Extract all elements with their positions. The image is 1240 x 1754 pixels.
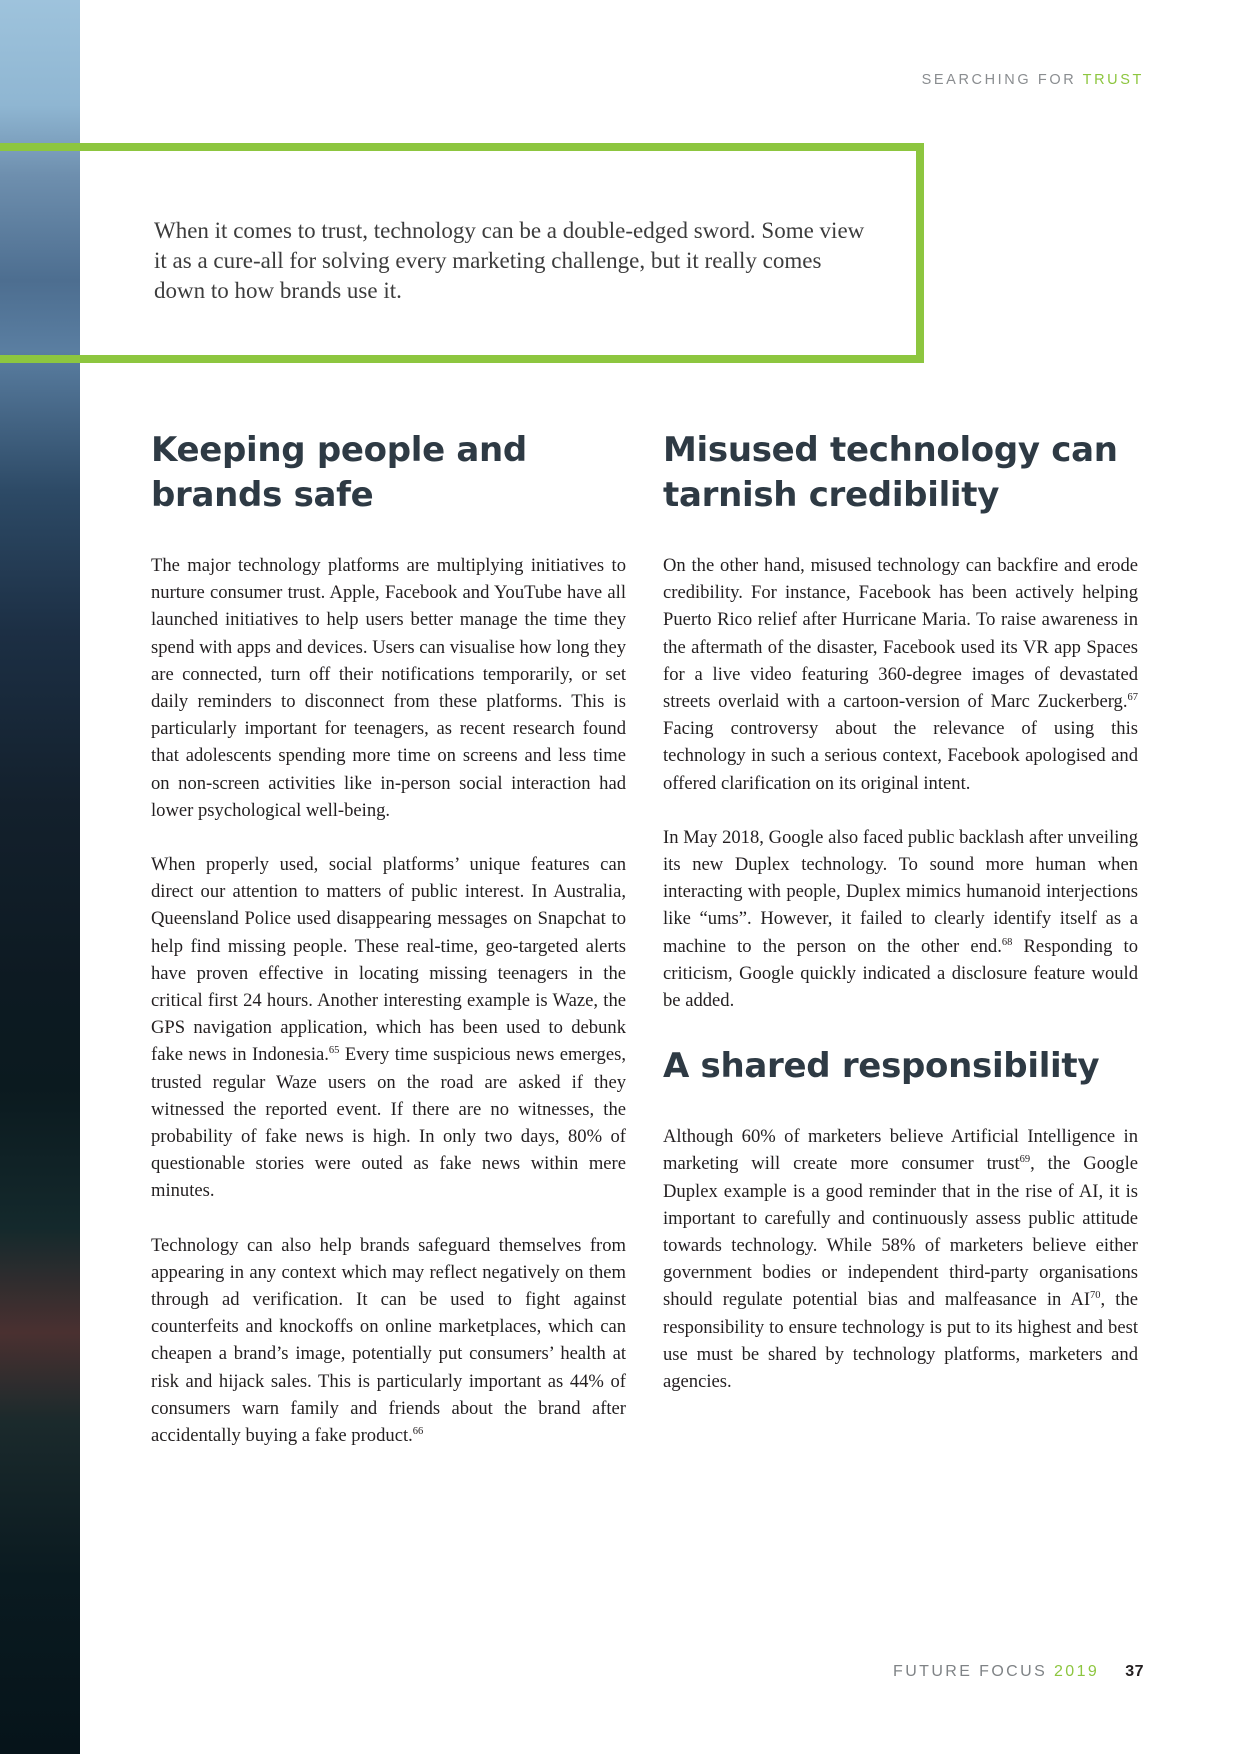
page-number: 37	[1125, 1663, 1144, 1680]
left-paragraph-2-part-b: Every time suspicious news emerges, trusted regular Waze users on the road are asked if they witnessed the reported event. If there are no witnesses, the probability of fake news is high. In only two days, 80% of questionable stories were outed as fake news within mere minutes.	[151, 1044, 626, 1202]
heading-keeping-people-safe: Keeping people and brands safe	[151, 430, 527, 515]
footnote-ref-67: 67	[1127, 692, 1138, 704]
right-paragraph-2-part-a: In May 2018, Google also faced public backlash after unveiling its new Duplex technology. To sound more human when interacting with people, Duplex mimics humanoid interjections like “ums”. However, it failed to clearly identify itself as a machine to the person on the other end.	[663, 826, 1138, 957]
right-paragraph-3	[663, 1123, 1138, 1395]
footnote-ref-66: 66	[412, 1426, 424, 1438]
footnote-ref-69: 69	[1019, 1154, 1031, 1166]
footnote-ref-68: 68	[1001, 936, 1013, 948]
right-column	[663, 428, 1138, 1395]
left-paragraph-2	[151, 851, 626, 1205]
left-paragraph-3	[151, 1232, 626, 1450]
footnote-ref-65: 65	[328, 1045, 340, 1057]
left-paragraph-2-part-a: When properly used, social platforms’ unique features can direct our attention to matters of public interest. In Australia, Queensland Police used disappearing messages on Snapchat to help find missing people. These real-time, geo-targeted alerts have proven effective in locating missing teenagers in the critical first 24 hours. Another interesting example is Waze, the GPS navigation application, which has been used to debunk fake news in Indonesia.	[151, 854, 626, 1066]
running-header	[922, 72, 1144, 88]
intro-text: When it comes to trust, technology can be a double-edged sword. Some view it as a cure-all for solving every marketing challenge, but it really comes down to how brands use it.	[154, 218, 865, 303]
footer-year: 2019	[1054, 1663, 1100, 1680]
right-paragraph-1-part-b: Facing controversy about the relevance of using this technology in such a serious context, Facebook apologised and offered clarification on its original intent.	[663, 718, 1138, 794]
right-paragraph-2	[663, 824, 1138, 1014]
right-paragraph-1-part-a: On the other hand, misused technology can backfire and erode credibility. For instance, Facebook has been actively helping Puerto Rico relief after Hurricane Maria. To raise awareness in the aftermath of the disaster, Facebook used its VR app Spaces for a live video featuring 360-degree images of devastated streets overlaid with a cartoon-version of Marc Zuckerberg.	[663, 555, 1138, 713]
footnote-ref-70: 70	[1090, 1290, 1101, 1302]
right-paragraph-3-part-c: , the responsibility to ensure technology is put to its highest and best use must be shared by technology platforms, marketers and agencies.	[663, 1289, 1138, 1393]
left-paragraph-3-part-a: Technology can also help brands safeguard themselves from appearing in any context which may reflect negatively on them through ad verification. It can be used to fight against counterfeits and knockoffs on online marketplaces, which can cheapen a brand’s image, potentially put consumers’ health at risk and hijack sales. This is particularly important as 44% of consumers warn family and friends about the brand after accidentally buying a fake product.	[151, 1234, 626, 1447]
right-paragraph-2-part-b: Responding to criticism, Google quickly indicated a disclosure feature would be added.	[663, 935, 1138, 1012]
running-header-accent: TRUST	[1082, 72, 1144, 88]
page-footer	[893, 1663, 1144, 1681]
footer-title: FUTURE FOCUS	[893, 1663, 1054, 1680]
heading-misused-technology: Misused technology can tarnish credibility	[663, 430, 1118, 515]
heading-shared-responsibility: A shared responsibility	[663, 1046, 1100, 1087]
right-paragraph-1	[663, 552, 1138, 797]
right-paragraph-3-part-a: Although 60% of marketers believe Artificial Intelligence in marketing will create more consumer trust	[663, 1126, 1138, 1175]
intro-callout-box	[0, 143, 924, 363]
left-column	[151, 428, 626, 1449]
running-header-main: SEARCHING FOR	[921, 72, 1083, 88]
right-paragraph-3-part-b: , the Google Duplex example is a good reminder that in the rise of AI, it is important to carefully and continuously assess public attitude towards technology. While 58% of marketers believe either government bodies or independent third-party organisations should regulate potential bias and malfeasance in AI	[663, 1153, 1139, 1311]
left-paragraph-1: The major technology platforms are multiplying initiatives to nurture consumer trust. Apple, Facebook and YouTube have all launched initiatives to help users better manage the time they spend with apps and devices. Users can visualise how long they are connected, turn off their notifications temporarily, or set daily reminders to disconnect from these platforms. This is particularly important for teenagers, as recent research found that adolescents spending more time on screens and less time on non-screen activities like in-person social interaction had lower psychological well-being.	[151, 555, 626, 821]
